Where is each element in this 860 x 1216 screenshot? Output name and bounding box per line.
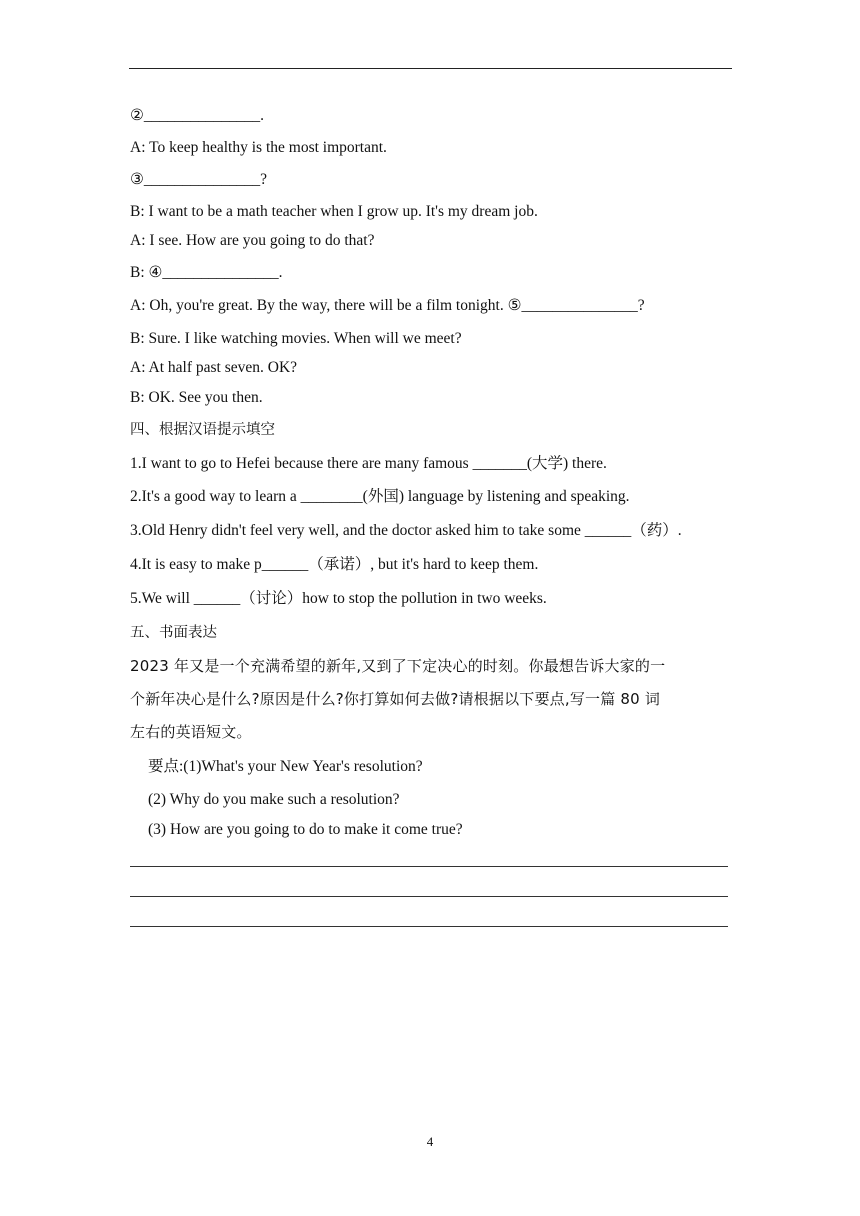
writing-prompt-line-2: 个新年决心是什么?原因是什么?你打算如何去做?请根据以下要点,写一篇 80 词 (130, 690, 661, 708)
fill-blank-item-1: 1.I want to go to Hefei because there are many famous _______(大学) there. (130, 455, 607, 472)
header-rule (129, 68, 732, 69)
fill-blank-item-2: 2.It's a good way to learn a ________(外国) language by listening and speaking. (130, 488, 630, 505)
writing-prompt-line-3: 左右的英语短文。 (130, 723, 252, 741)
answer-line[interactable] (130, 896, 728, 897)
answer-line[interactable] (130, 926, 728, 927)
page-number: 4 (426, 1134, 434, 1149)
dialogue-blank-5: A: Oh, you're great. By the way, there will be a film tonight. ⑤_______________? (130, 297, 645, 314)
writing-point-1: 要点:(1)What's your New Year's resolution? (148, 758, 423, 775)
dialogue-line: B: Sure. I like watching movies. When will we meet? (130, 330, 462, 347)
dialogue-line: A: To keep healthy is the most important. (130, 139, 387, 156)
dialogue-blank-3: ③_______________? (130, 171, 268, 188)
writing-point-3: (3) How are you going to do to make it come true? (148, 821, 463, 838)
dialogue-blank-4: B: ④_______________. (130, 264, 283, 281)
section-5-heading: 五、书面表达 (130, 625, 217, 641)
fill-blank-item-3: 3.Old Henry didn't feel very well, and the doctor asked him to take some ______（药）. (130, 522, 682, 539)
writing-point-2: (2) Why do you make such a resolution? (148, 791, 400, 808)
dialogue-blank-2: ②_______________. (130, 107, 265, 124)
fill-blank-item-4: 4.It is easy to make p______（承诺）, but it's hard to keep them. (130, 556, 539, 573)
fill-blank-item-5: 5.We will ______（讨论）how to stop the pollution in two weeks. (130, 590, 547, 607)
answer-line[interactable] (130, 866, 728, 867)
section-4-heading: 四、根据汉语提示填空 (130, 422, 275, 438)
dialogue-line: B: I want to be a math teacher when I grow up. It's my dream job. (130, 203, 538, 220)
dialogue-line: B: OK. See you then. (130, 389, 263, 406)
writing-prompt-line-1: 2023 年又是一个充满希望的新年,又到了下定决心的时刻。你最想告诉大家的一 (130, 657, 666, 675)
dialogue-line: A: I see. How are you going to do that? (130, 232, 375, 249)
dialogue-line: A: At half past seven. OK? (130, 359, 298, 376)
